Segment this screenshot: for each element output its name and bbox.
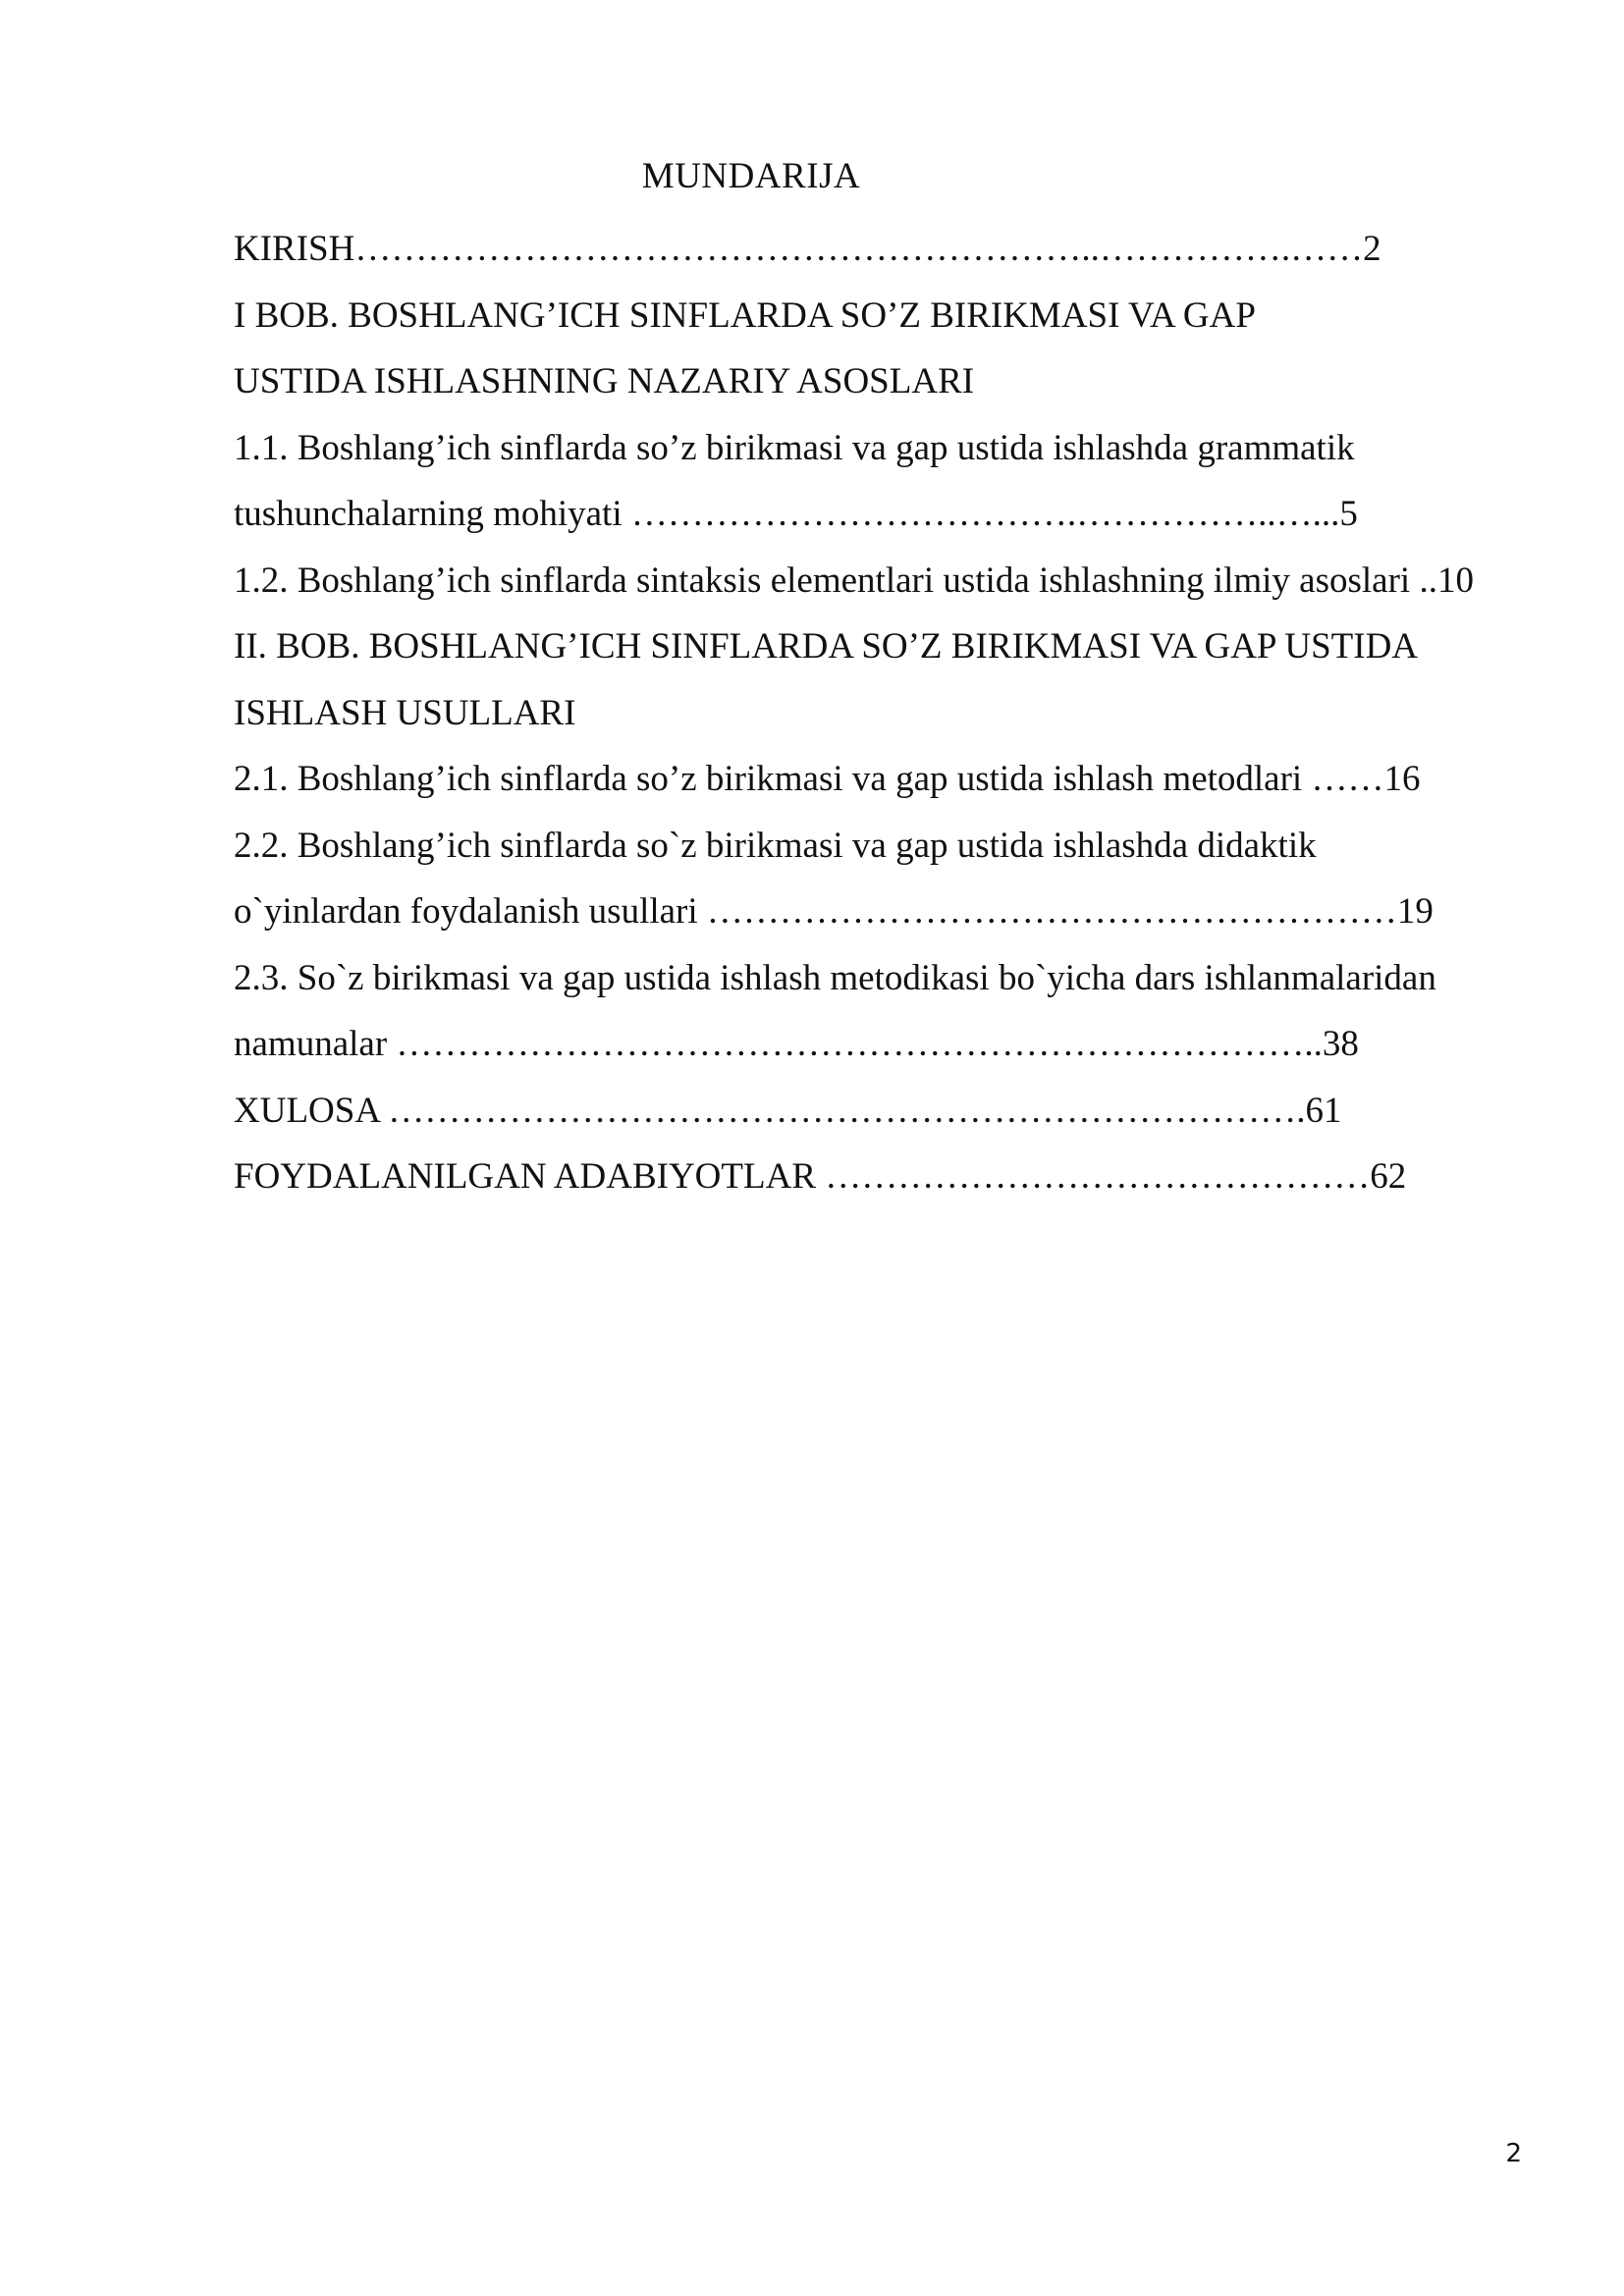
toc-entry-2-2: 2.2. Boshlang’ich sinflarda so`z birikmasi va gap ustida ishlashda didaktik xyxy=(234,825,1317,866)
table-of-contents xyxy=(234,216,1520,1210)
toc-chapter-1-heading-cont: USTIDA ISHLASHNING NAZARIY ASOSLARI xyxy=(234,361,975,401)
toc-entry-adabiyotlar: FOYDALANILGAN ADABIYOTLAR ………………………………………62 xyxy=(234,1156,1407,1197)
toc-entry-xulosa: XULOSA ………………………………………………………………….61 xyxy=(234,1090,1342,1131)
toc-entry-2-2-cont: o`yinlardan foydalanish usullari …………………………………………………19 xyxy=(234,891,1434,932)
toc-entry-2-3: 2.3. So`z birikmasi va gap ustida ishlash metodikasi bo`yicha dars ishlanmalaridan xyxy=(234,957,1436,998)
toc-chapter-2-heading: II. BOB. BOSHLANG’ICH SINFLARDA SO’Z BIRIKMASI VA GAP USTIDA xyxy=(234,626,1419,667)
toc-entry-2-3-cont: namunalar …………………………………………………………………..38 xyxy=(234,1024,1359,1064)
toc-entry-1-2: 1.2. Boshlang’ich sinflarda sintaksis elementlari ustida ishlashning ilmiy asoslari ..10 xyxy=(234,560,1474,601)
toc-entry-kirish: KIRISH……………………………………………………..…………….……2 xyxy=(234,229,1381,269)
toc-entry-1-1: 1.1. Boshlang’ich sinflarda so’z birikmasi va gap ustida ishlashda grammatik xyxy=(234,427,1355,468)
toc-entry-2-1: 2.1. Boshlang’ich sinflarda so’z birikmasi va gap ustida ishlash metodlari ……16 xyxy=(234,759,1421,799)
toc-entry-1-1-cont: tushunchalarning mohiyati ……………………………….……………..…...5 xyxy=(234,494,1358,534)
toc-chapter-2-heading-cont: ISHLASH USULLARI xyxy=(234,692,576,733)
toc-title: MUNDARIJA xyxy=(641,156,861,196)
page-number: 2 xyxy=(1505,2139,1522,2168)
toc-chapter-1-heading: I BOB. BOSHLANG’ICH SINFLARDA SO’Z BIRIKMASI VA GAP xyxy=(234,294,1256,336)
